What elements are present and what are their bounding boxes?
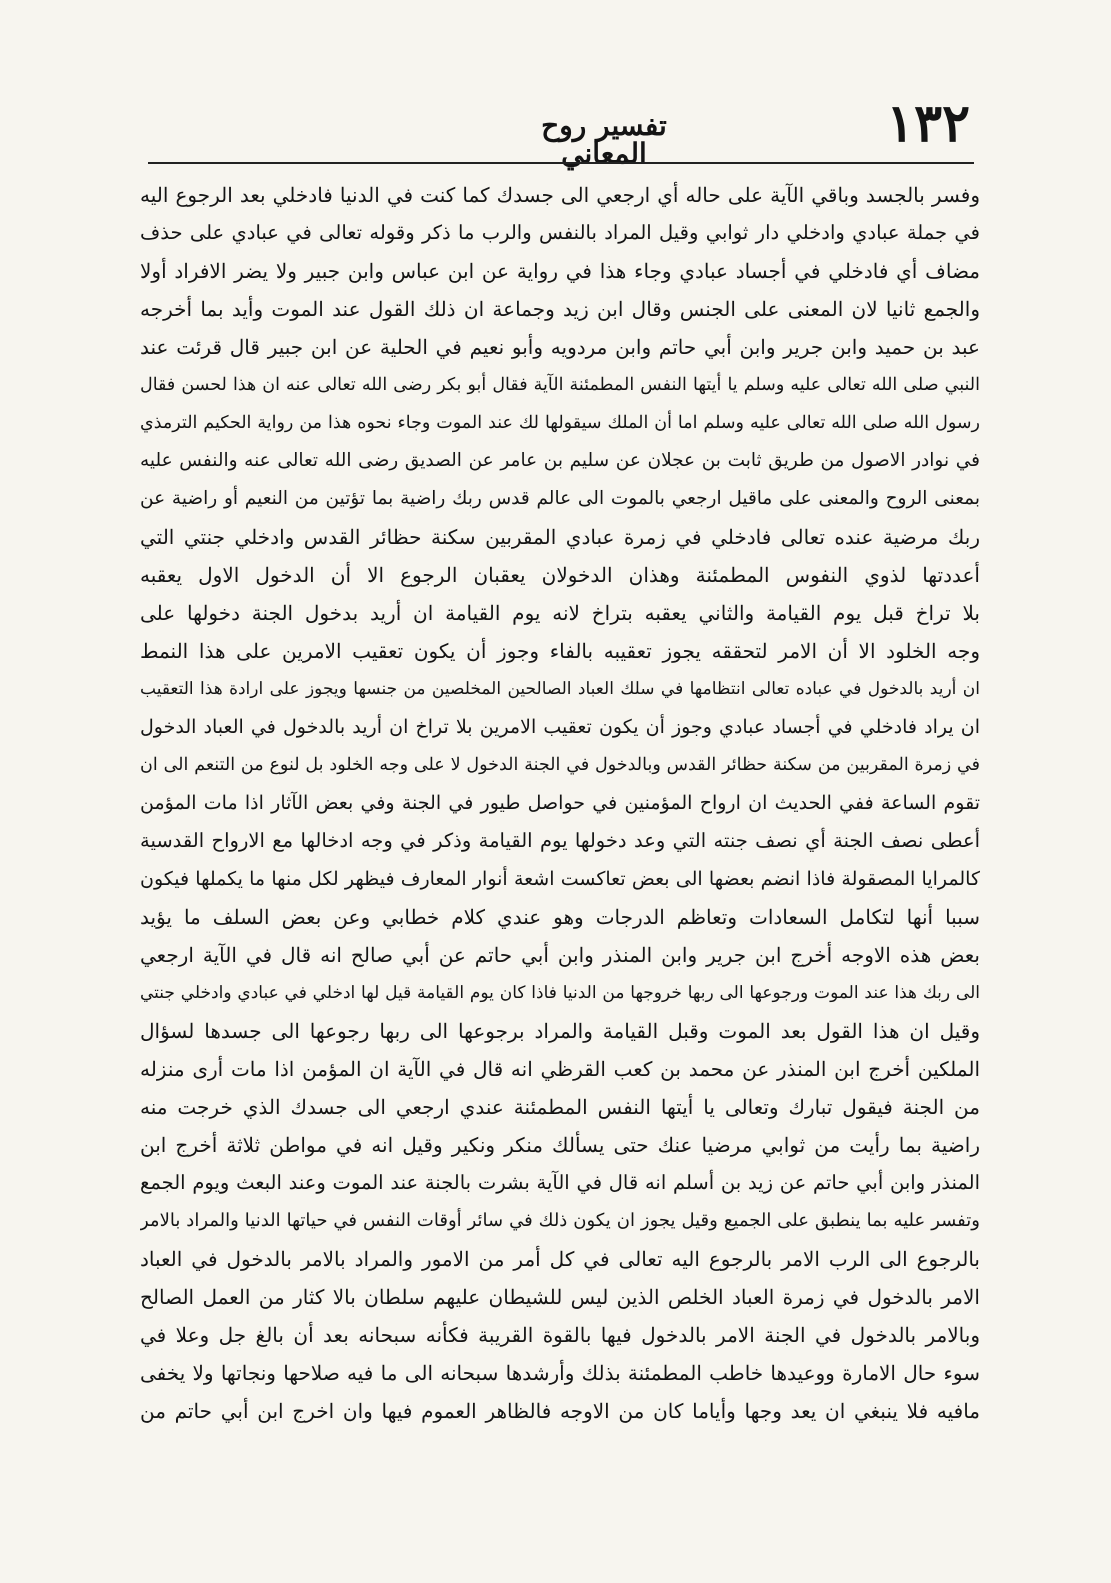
text-line: رسول الله صلى الله تعالى عليه وسلم اما أن الملك سيقولها لك عند الموت وجاء نحوه هذا من رواية الحكيم الترمذي	[140, 413, 980, 433]
text-line: الى ربك هذا عند الموت ورجوعها الى ربها خروجها من الدنيا فاذا كان يوم القيامة قيل لها ادخلي في عبادي وادخلي جنتي	[140, 983, 980, 1003]
text-line: ان أريد بالدخول في عباده تعالى انتظامها في سلك العباد الصالحين المخلصين من جنسها ويجوز على ارادة هذا التعقيب	[140, 679, 980, 699]
text-line: وجه الخلود الا أن الامر لتحققه يجوز تعقيبه بالفاء وجوز أن يكون تعقيب الامرين على هذا النمط	[140, 639, 980, 663]
running-title: تفسير روح المعاني	[541, 109, 667, 170]
page-header	[150, 93, 970, 170]
text-line: بمعنى الروح والمعنى على ماقيل ارجعي بالموت الى عالم قدس ربك راضية بما تؤتين من النعيم أو راضية عن	[140, 488, 980, 509]
text-line: مافيه فلا ينبغي ان يعد وجها وأياما كان من الاوجه فالظاهر العموم فيها وان اخرج ابن أبي حاتم من	[140, 1399, 980, 1423]
text-line: ان يراد فادخلي في أجساد عبادي وجوز أن يكون تعقيب الامرين بلا تراخ ان أريد بالدخول في العباد الدخول	[140, 716, 980, 738]
text-line: المنذر وابن أبي حاتم عن زيد بن أسلم انه قال في الآية بشرت بالجنة عند الموت وعند البعث ويوم الجمع	[140, 1171, 980, 1194]
text-line	[140, 1430, 980, 1468]
text-line: بلا تراخ قبل يوم القيامة والثاني يعقبه بتراخ لانه يوم القيامة ان أريد بدخول الجنة دخولها على	[140, 601, 980, 625]
page-number: ١٣٢	[886, 93, 970, 154]
text-line: في زمرة المقربين من سكنة حظائر القدس وبالدخول في الجنة الدخول لا على وجه الخلود بل لنوع من التنعم الى ان	[140, 755, 980, 775]
text-line: بعض هذه الاوجه أخرج ابن جرير وابن المنذر وابن أبي حاتم عن أبي صالح انه قال في الآية ارجعي	[140, 943, 980, 967]
text-line: والجمع ثانيا لان المعنى على الجنس وقال ابن زيد وجماعة ان ذلك القول عند الموت وأيد بما أخرجه	[140, 297, 980, 321]
text-line: سببا أنها لتكامل السعادات وتعاظم الدرجات وهو عندي كلام خطابي وعن بعض السلف ما يؤيد	[140, 905, 980, 929]
text-line: وقيل ان هذا القول بعد الموت وقبل القيامة والمراد برجوعها الى ربها رجوعها الى جسدها لسؤال	[140, 1019, 980, 1043]
text-line: عبد بن حميد وابن جرير وابن أبي حاتم وابن مردويه وأبو نعيم في الحلية عن ابن جبير قال قرئت عند	[140, 335, 980, 359]
text-line: وتفسر عليه بما ينطبق على الجميع وقيل يجوز ان يكون ذلك في سائر أوقات النفس في حياتها الدنيا والمراد بالامر	[140, 1210, 980, 1231]
text-line: وبالامر بالدخول في الجنة الامر بالدخول فيها بالقوة القريبة فكأنه سبحانه بعد أن بالغ جل وعلا في	[140, 1323, 980, 1347]
text-line: النبي صلى الله تعالى عليه وسلم يا أيتها النفس المطمئنة الآية فقال أبو بكر رضى الله تعالى عنه ان هذا لحسن فقال	[140, 375, 980, 395]
text-line: في جملة عبادي وادخلي دار ثوابي وقيل المراد بالنفس والرب ما ذكر وقوله تعالى في عبادي على حذف	[140, 221, 980, 244]
text-line: في نوادر الاصول من طريق ثابت بن عجلان عن سليم بن عامر عن الصديق رضى الله تعالى عنه والنفس عليه	[140, 450, 980, 471]
text-line: ربك مرضية عنده تعالى فادخلي في زمرة عبادي المقربين سكنة حظائر القدس وادخلي جنتي التي	[140, 525, 980, 549]
text-line: تقوم الساعة ففي الحديث ان ارواح المؤمنين في حواصل طيور في الجنة وفي بعض الآثار اذا مات المؤمن	[140, 792, 980, 814]
header-rule	[148, 162, 974, 164]
text-line: راضية بما رأيت من ثوابي مرضيا عنك حتى يسألك منكر ونكير وقيل انه في مواطن ثلاثة أخرج ابن	[140, 1133, 980, 1157]
text-line: بالرجوع الى الرب الامر بالرجوع اليه تعالى في كل أمر من الامور والمراد بالامر بالدخول في العباد	[140, 1247, 980, 1271]
text-line: الامر بالدخول في زمرة العباد الخلص الذين ليس للشيطان عليهم سلطان بالا كثار من العمل الصالح	[140, 1285, 980, 1309]
text-line: كالمرايا المصقولة فاذا انضم بعضها الى بعض تعاكست اشعة أنوار المعارف فيظهر لكل منها ما يكملها فيكون	[140, 868, 980, 890]
body-text	[140, 176, 980, 1468]
text-line: الملكين أخرج ابن المنذر عن محمد بن كعب القرظي انه قال في الآية ان المؤمن اذا مات أرى منزله	[140, 1057, 980, 1081]
text-line: من الجنة فيقول تبارك وتعالى يا أيتها النفس المطمئنة عندي ارجعي الى جسدك الذي خرجت منه	[140, 1095, 980, 1119]
text-line: أعددتها لذوي النفوس المطمئنة وهذان الدخولان يعقبان الرجوع الا أن الدخول الاول يعقبه	[140, 563, 980, 587]
text-line: أعطى نصف الجنة أي نصف جنته التي وعد دخولها يوم القيامة وذكر في وجه ادخالها مع الارواح القدسية	[140, 829, 980, 852]
text-line: سوء حال الامارة ووعيدها خاطب المطمئنة بذلك وأرشدها سبحانه الى ما فيه صلاحها ونجاتها ولا يخفى	[140, 1361, 980, 1385]
text-line: وفسر بالجسد وباقي الآية على حاله أي ارجعي الى جسدك كما كنت في الدنيا فادخلي بعد الرجوع اليه	[140, 183, 980, 207]
text-line: مضاف أي فادخلي في أجساد عبادي وجاء هذا في رواية عن ابن عباس وابن جبير ولا يضر الافراد أولا	[140, 259, 980, 283]
